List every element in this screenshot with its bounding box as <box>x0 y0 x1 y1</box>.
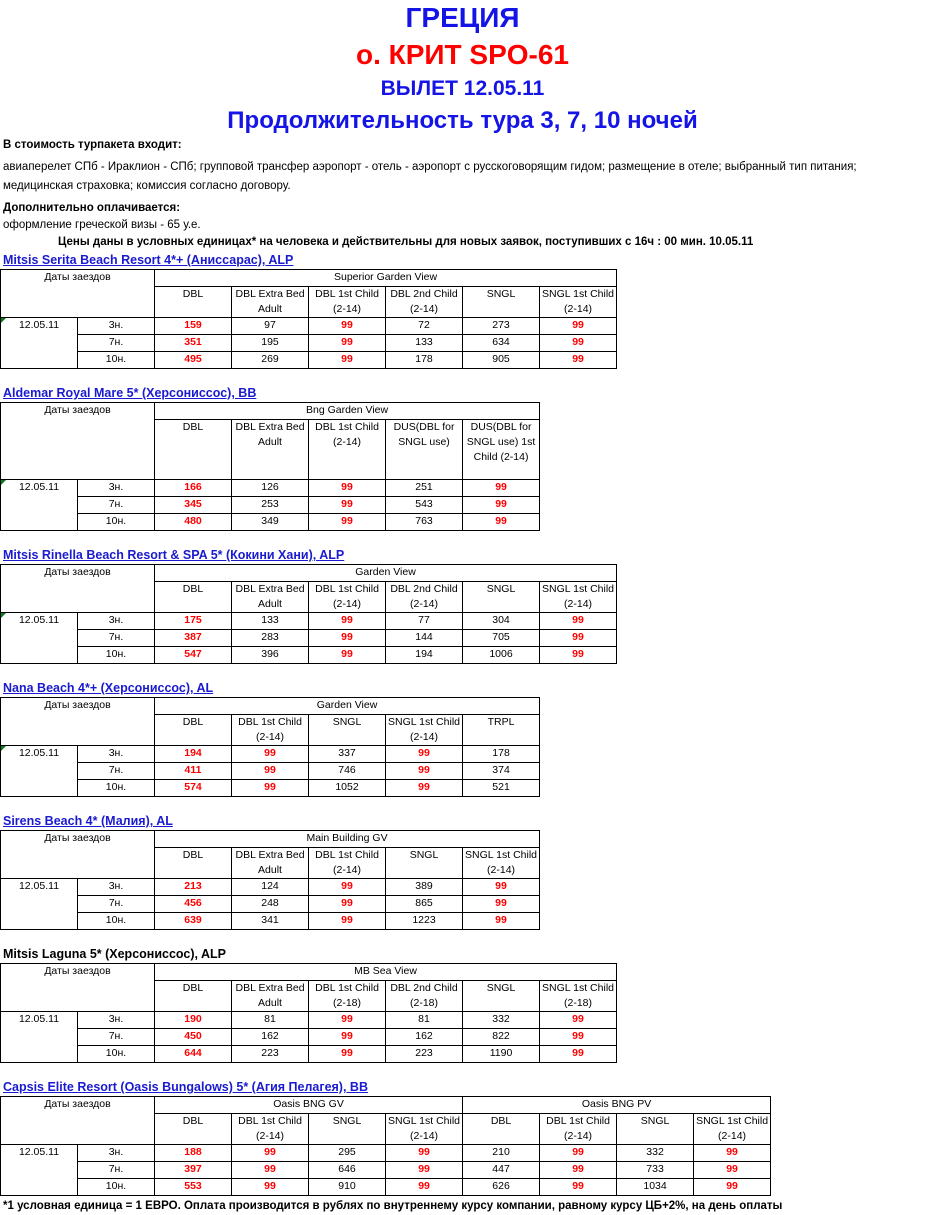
price-cell: 1190 <box>463 1046 540 1063</box>
column-header: DBL 1st Child (2-14) <box>309 420 386 480</box>
price-cell: 194 <box>155 746 232 763</box>
dates-label: Даты заездов <box>1 403 155 480</box>
price-cell: 99 <box>463 480 540 497</box>
column-header: DBL Extra Bed Adult <box>232 420 309 480</box>
nights-cell: 10н. <box>78 1046 155 1063</box>
column-header: DUS(DBL for SNGL use) <box>386 420 463 480</box>
price-cell: 175 <box>155 613 232 630</box>
price-cell: 99 <box>540 1145 617 1162</box>
table-row <box>1 763 540 780</box>
table-row <box>1 318 617 335</box>
nights-cell: 7н. <box>78 497 155 514</box>
hotel-section <box>0 813 925 930</box>
dates-label: Даты заездов <box>1 565 155 613</box>
price-cell: 213 <box>155 879 232 896</box>
room-type-header: Oasis BNG GV <box>155 1097 463 1114</box>
price-cell: 273 <box>463 318 540 335</box>
country-title: ГРЕЦИЯ <box>405 2 520 33</box>
price-cell: 99 <box>309 913 386 930</box>
date-cell <box>1 746 78 763</box>
price-cell: 99 <box>309 1046 386 1063</box>
column-header: SNGL <box>617 1114 694 1145</box>
price-cell: 99 <box>540 352 617 369</box>
price-cell: 99 <box>540 318 617 335</box>
price-cell: 99 <box>309 647 386 664</box>
column-header: SNGL <box>463 981 540 1012</box>
nights-cell: 3н. <box>78 1012 155 1029</box>
price-cell: 495 <box>155 352 232 369</box>
price-cell: 99 <box>232 780 309 797</box>
price-cell: 99 <box>386 763 463 780</box>
date-cell <box>1 1145 78 1162</box>
date-cell <box>1 896 78 913</box>
price-cell: 99 <box>309 514 386 531</box>
column-header: SNGL 1st Child (2-14) <box>694 1114 771 1145</box>
price-cell: 351 <box>155 335 232 352</box>
price-cell: 553 <box>155 1179 232 1196</box>
column-header: SNGL <box>309 1114 386 1145</box>
price-cell: 746 <box>309 763 386 780</box>
hotel-section <box>0 680 925 797</box>
room-type-header: Superior Garden View <box>155 270 617 287</box>
room-type-header: Garden View <box>155 698 540 715</box>
price-cell: 99 <box>309 497 386 514</box>
price-cell: 480 <box>155 514 232 531</box>
price-cell: 822 <box>463 1029 540 1046</box>
date-cell <box>1 1046 78 1063</box>
price-cell: 99 <box>309 879 386 896</box>
price-cell: 99 <box>309 1029 386 1046</box>
price-cell: 162 <box>386 1029 463 1046</box>
date-cell <box>1 613 78 630</box>
price-cell: 705 <box>463 630 540 647</box>
date-value: 12.05.11 <box>18 481 60 493</box>
nights-cell: 7н. <box>78 763 155 780</box>
hotel-link[interactable]: Sirens Beach 4* (Малия), AL <box>3 814 173 828</box>
price-cell: 99 <box>694 1162 771 1179</box>
column-header: DBL 2nd Child (2-14) <box>386 582 463 613</box>
nights-cell: 3н. <box>78 613 155 630</box>
nights-cell: 7н. <box>78 1162 155 1179</box>
date-cell <box>1 497 78 514</box>
price-cell: 387 <box>155 630 232 647</box>
nights-cell: 3н. <box>78 746 155 763</box>
price-cell: 133 <box>232 613 309 630</box>
price-cell: 81 <box>232 1012 309 1029</box>
price-cell: 389 <box>386 879 463 896</box>
column-header: DBL <box>155 582 232 613</box>
date-value: 12.05.11 <box>18 1146 60 1158</box>
price-cell: 99 <box>694 1179 771 1196</box>
hotel-link[interactable]: Mitsis Rinella Beach Resort & SPA 5* (Кокини Хани), ALP <box>3 548 345 562</box>
nights-cell: 10н. <box>78 514 155 531</box>
price-table <box>0 830 540 930</box>
price-cell: 295 <box>309 1145 386 1162</box>
table-row <box>1 497 540 514</box>
extra-heading: Дополнительно оплачивается: <box>3 202 181 214</box>
table-row <box>1 352 617 369</box>
price-cell: 99 <box>309 1012 386 1029</box>
price-cell: 99 <box>540 613 617 630</box>
hotel-link[interactable]: Capsis Elite Resort (Oasis Bungalows) 5* (Агия Пелагея), BB <box>3 1080 368 1094</box>
price-cell: 99 <box>232 746 309 763</box>
table-row <box>1 647 617 664</box>
hotel-section <box>0 385 925 531</box>
nights-cell: 3н. <box>78 318 155 335</box>
dates-label: Даты заездов <box>1 964 155 1012</box>
date-value: 12.05.11 <box>18 319 60 331</box>
column-header: DBL 2nd Child (2-14) <box>386 287 463 318</box>
column-header: SNGL 1st Child (2-14) <box>386 1114 463 1145</box>
column-header: SNGL 1st Child (2-14) <box>540 582 617 613</box>
column-header: SNGL <box>463 287 540 318</box>
hotel-title: Mitsis Laguna 5* (Херсониссос), ALP <box>3 947 226 961</box>
price-cell: 126 <box>232 480 309 497</box>
price-cell: 210 <box>463 1145 540 1162</box>
price-cell: 99 <box>386 780 463 797</box>
price-cell: 223 <box>386 1046 463 1063</box>
price-cell: 411 <box>155 763 232 780</box>
date-value: 12.05.11 <box>18 747 60 759</box>
date-value: 12.05.11 <box>18 614 60 626</box>
price-cell: 374 <box>463 763 540 780</box>
column-header: DBL <box>155 848 232 879</box>
column-header: DBL <box>155 1114 232 1145</box>
price-cell: 283 <box>232 630 309 647</box>
hotel-link[interactable]: Aldemar Royal Mare 5* (Херсониссос), BB <box>3 386 257 400</box>
column-header: SNGL 1st Child (2-18) <box>540 981 617 1012</box>
table-row <box>1 746 540 763</box>
column-header: DBL <box>155 981 232 1012</box>
price-cell: 763 <box>386 514 463 531</box>
column-header: DBL <box>463 1114 540 1145</box>
table-row <box>1 1012 617 1029</box>
room-type-header: Oasis BNG PV <box>463 1097 771 1114</box>
table-row <box>1 896 540 913</box>
dates-label: Даты заездов <box>1 698 155 746</box>
price-table <box>0 1096 771 1196</box>
price-cell: 304 <box>463 613 540 630</box>
price-cell: 195 <box>232 335 309 352</box>
price-cell: 99 <box>232 1145 309 1162</box>
price-cell: 178 <box>386 352 463 369</box>
price-cell: 124 <box>232 879 309 896</box>
date-value: 12.05.11 <box>18 880 60 892</box>
group-header-row <box>1 270 617 287</box>
nights-cell: 3н. <box>78 480 155 497</box>
price-cell: 456 <box>155 896 232 913</box>
nights-cell: 3н. <box>78 1145 155 1162</box>
table-row <box>1 514 540 531</box>
date-cell <box>1 514 78 531</box>
dates-label: Даты заездов <box>1 1097 155 1145</box>
group-header-row <box>1 565 617 582</box>
column-header: SNGL <box>463 582 540 613</box>
price-cell: 194 <box>386 647 463 664</box>
price-cell: 99 <box>540 1179 617 1196</box>
price-cell: 345 <box>155 497 232 514</box>
room-type-header: Main Building GV <box>155 831 540 848</box>
price-cell: 574 <box>155 780 232 797</box>
footnote: *1 условная единица = 1 ЕВРО. Оплата производится в рублях по внутреннему курсу компании, равному курсу ЦБ+2%, на день оплаты <box>3 1200 783 1212</box>
column-header: DBL <box>155 420 232 480</box>
date-cell <box>1 780 78 797</box>
price-cell: 99 <box>463 514 540 531</box>
date-cell <box>1 480 78 497</box>
nights-cell: 7н. <box>78 630 155 647</box>
column-header: DBL 1st Child (2-14) <box>232 1114 309 1145</box>
date-cell <box>1 879 78 896</box>
price-cell: 99 <box>309 352 386 369</box>
column-header: DBL 1st Child (2-14) <box>540 1114 617 1145</box>
price-cell: 865 <box>386 896 463 913</box>
date-cell <box>1 1029 78 1046</box>
price-cell: 396 <box>232 647 309 664</box>
price-cell: 99 <box>309 630 386 647</box>
included-heading: В стоимость турпакета входит: <box>3 139 182 151</box>
price-cell: 337 <box>309 746 386 763</box>
price-cell: 188 <box>155 1145 232 1162</box>
column-header: DBL Extra Bed Adult <box>232 287 309 318</box>
column-header: SNGL 1st Child (2-14) <box>540 287 617 318</box>
price-cell: 99 <box>386 1162 463 1179</box>
price-cell: 253 <box>232 497 309 514</box>
price-table <box>0 564 617 664</box>
column-header: SNGL 1st Child (2-14) <box>386 715 463 746</box>
table-row <box>1 780 540 797</box>
table-row <box>1 335 617 352</box>
price-cell: 99 <box>309 335 386 352</box>
column-header: DBL 2nd Child (2-18) <box>386 981 463 1012</box>
table-row <box>1 630 617 647</box>
hotel-section <box>0 1079 925 1196</box>
nights-cell: 10н. <box>78 647 155 664</box>
price-cell: 77 <box>386 613 463 630</box>
price-cell: 99 <box>463 879 540 896</box>
price-cell: 178 <box>463 746 540 763</box>
price-cell: 133 <box>386 335 463 352</box>
group-header-row <box>1 403 540 420</box>
nights-cell: 10н. <box>78 780 155 797</box>
price-cell: 644 <box>155 1046 232 1063</box>
price-cell: 626 <box>463 1179 540 1196</box>
price-cell: 1223 <box>386 913 463 930</box>
table-row <box>1 613 617 630</box>
table-row <box>1 1029 617 1046</box>
nights-cell: 7н. <box>78 896 155 913</box>
price-cell: 332 <box>463 1012 540 1029</box>
price-cell: 223 <box>232 1046 309 1063</box>
nights-cell: 10н. <box>78 913 155 930</box>
date-cell <box>1 647 78 664</box>
price-cell: 543 <box>386 497 463 514</box>
extra-text: оформление греческой визы - 65 у.е. <box>3 219 201 231</box>
dates-label: Даты заездов <box>1 270 155 318</box>
column-header: DBL 1st Child (2-14) <box>309 848 386 879</box>
date-cell <box>1 913 78 930</box>
nights-cell: 10н. <box>78 352 155 369</box>
price-cell: 341 <box>232 913 309 930</box>
price-cell: 349 <box>232 514 309 531</box>
date-cell <box>1 335 78 352</box>
price-cell: 99 <box>386 746 463 763</box>
price-cell: 99 <box>232 1162 309 1179</box>
table-row <box>1 1179 771 1196</box>
price-cell: 99 <box>463 896 540 913</box>
price-cell: 1006 <box>463 647 540 664</box>
table-row <box>1 913 540 930</box>
price-table <box>0 269 617 369</box>
column-header: DBL Extra Bed Adult <box>232 981 309 1012</box>
price-cell: 547 <box>155 647 232 664</box>
table-row <box>1 480 540 497</box>
island-title: о. КРИТ SPO-61 <box>355 39 570 70</box>
column-header: DBL Extra Bed Adult <box>232 848 309 879</box>
table-row <box>1 879 540 896</box>
price-cell: 162 <box>232 1029 309 1046</box>
page-content <box>0 137 925 1215</box>
price-table <box>0 697 540 797</box>
nights-cell: 10н. <box>78 1179 155 1196</box>
price-cell: 99 <box>540 630 617 647</box>
date-cell <box>1 1179 78 1196</box>
price-cell: 521 <box>463 780 540 797</box>
date-cell <box>1 763 78 780</box>
column-header: TRPL <box>463 715 540 746</box>
hotel-section <box>0 252 925 369</box>
comment-marker-icon <box>1 746 6 751</box>
date-cell <box>1 318 78 335</box>
group-header-row <box>1 698 540 715</box>
price-cell: 733 <box>617 1162 694 1179</box>
column-header: DBL 1st Child (2-18) <box>309 981 386 1012</box>
price-cell: 634 <box>463 335 540 352</box>
column-header: SNGL <box>386 848 463 879</box>
column-header: SNGL 1st Child (2-14) <box>463 848 540 879</box>
column-header: SNGL <box>309 715 386 746</box>
price-cell: 99 <box>540 647 617 664</box>
price-cell: 332 <box>617 1145 694 1162</box>
price-cell: 639 <box>155 913 232 930</box>
price-cell: 99 <box>309 613 386 630</box>
date-cell <box>1 352 78 369</box>
column-header: DBL 1st Child (2-14) <box>232 715 309 746</box>
departure-title: ВЫЛЕТ 12.05.11 <box>380 77 545 100</box>
price-cell: 99 <box>463 913 540 930</box>
price-cell: 99 <box>386 1145 463 1162</box>
price-cell: 99 <box>540 335 617 352</box>
price-cell: 72 <box>386 318 463 335</box>
price-cell: 1052 <box>309 780 386 797</box>
price-cell: 397 <box>155 1162 232 1179</box>
dates-label: Даты заездов <box>1 831 155 879</box>
group-header-row <box>1 964 617 981</box>
price-cell: 144 <box>386 630 463 647</box>
hotel-section <box>0 946 925 1063</box>
nights-cell: 3н. <box>78 879 155 896</box>
price-cell: 251 <box>386 480 463 497</box>
hotel-link[interactable]: Nana Beach 4*+ (Херсониссос), AL <box>3 681 214 695</box>
price-cell: 99 <box>309 318 386 335</box>
date-cell <box>1 1162 78 1179</box>
table-row <box>1 1145 771 1162</box>
date-value: 12.05.11 <box>18 1013 60 1025</box>
price-cell: 248 <box>232 896 309 913</box>
price-cell: 99 <box>386 1179 463 1196</box>
price-cell: 269 <box>232 352 309 369</box>
price-cell: 99 <box>309 480 386 497</box>
group-header-row <box>1 1097 771 1114</box>
date-cell <box>1 630 78 647</box>
included-text: авиаперелет СПб - Ираклион - СПб; групповой трансфер аэропорт - отель - аэропорт с русскоговорящим гидом; размещение в отеле; выбранный тип питания; медицинская страховка; комиссия согласно договору. <box>3 161 857 192</box>
price-cell: 97 <box>232 318 309 335</box>
price-cell: 99 <box>540 1012 617 1029</box>
price-cell: 447 <box>463 1162 540 1179</box>
price-cell: 450 <box>155 1029 232 1046</box>
column-header: DBL <box>155 287 232 318</box>
price-cell: 190 <box>155 1012 232 1029</box>
room-type-header: Bng Garden View <box>155 403 540 420</box>
price-cell: 81 <box>386 1012 463 1029</box>
price-cell: 646 <box>309 1162 386 1179</box>
price-table <box>0 402 540 531</box>
price-cell: 1034 <box>617 1179 694 1196</box>
room-type-header: Garden View <box>155 565 617 582</box>
price-cell: 99 <box>232 763 309 780</box>
table-row <box>1 1046 617 1063</box>
room-type-header: MB Sea View <box>155 964 617 981</box>
price-cell: 99 <box>540 1046 617 1063</box>
price-cell: 99 <box>309 896 386 913</box>
hotel-section <box>0 547 925 664</box>
nights-cell: 7н. <box>78 335 155 352</box>
duration-title: Продолжительность тура 3, 7, 10 ночей <box>227 107 698 134</box>
date-cell <box>1 1012 78 1029</box>
hotel-link[interactable]: Mitsis Serita Beach Resort 4*+ (Аниссарас), ALP <box>3 253 294 267</box>
price-cell: 99 <box>463 497 540 514</box>
price-cell: 910 <box>309 1179 386 1196</box>
column-header: DBL Extra Bed Adult <box>232 582 309 613</box>
nights-cell: 7н. <box>78 1029 155 1046</box>
price-cell: 905 <box>463 352 540 369</box>
price-note: Цены даны в условных единицах* на человека и действительны для новых заявок, поступивших с 16ч : 00 мин. 10.05.11 <box>58 236 754 248</box>
column-header: DBL 1st Child (2-14) <box>309 287 386 318</box>
hotel-list <box>0 252 925 1196</box>
price-cell: 159 <box>155 318 232 335</box>
comment-marker-icon <box>1 480 6 485</box>
table-row <box>1 1162 771 1179</box>
column-header: DUS(DBL for SNGL use) 1st Child (2-14) <box>463 420 540 480</box>
group-header-row <box>1 831 540 848</box>
comment-marker-icon <box>1 613 6 618</box>
price-cell: 99 <box>232 1179 309 1196</box>
price-table <box>0 963 617 1063</box>
comment-marker-icon <box>1 318 6 323</box>
price-cell: 99 <box>540 1162 617 1179</box>
price-cell: 166 <box>155 480 232 497</box>
price-cell: 99 <box>540 1029 617 1046</box>
column-header: DBL 1st Child (2-14) <box>309 582 386 613</box>
price-cell: 99 <box>694 1145 771 1162</box>
column-header: DBL <box>155 715 232 746</box>
